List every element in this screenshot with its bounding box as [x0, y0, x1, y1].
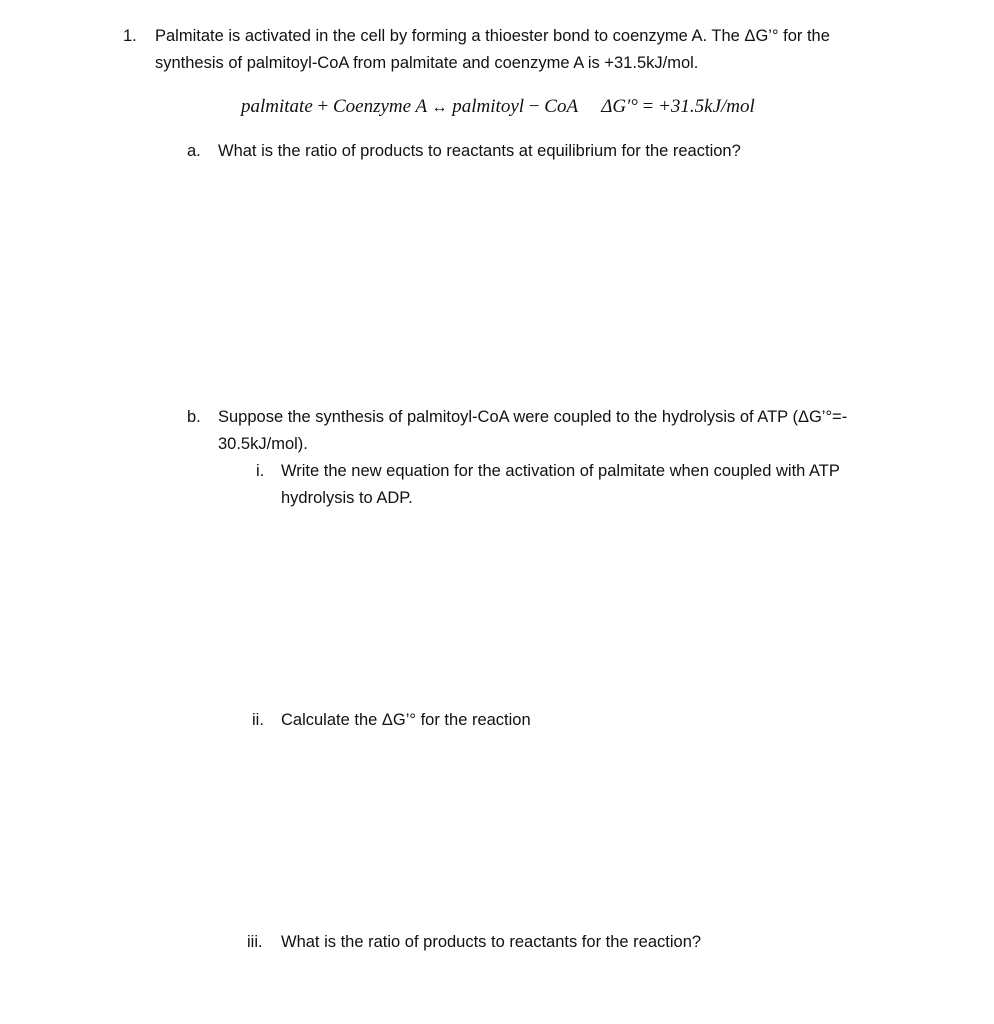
part-a-label: a.	[187, 142, 201, 160]
question-text-line-1: Palmitate is activated in the cell by forming a thioester bond to coenzyme A. The ΔG’° for the	[155, 27, 830, 45]
part-a-text: What is the ratio of products to reactants at equilibrium for the reaction?	[218, 142, 741, 160]
equation-reactant-coenzyme-a: Coenzyme A	[333, 96, 427, 117]
sub-iii-label: iii.	[247, 933, 263, 951]
equation-equals-sign: =	[642, 96, 654, 117]
equation-reactant-palmitate: palmitate	[241, 96, 313, 117]
equilibrium-arrow-icon: ↔	[431, 99, 448, 116]
part-b-text-line-1: Suppose the synthesis of palmitoyl-CoA were coupled to the hydrolysis of ATP (ΔG’°=-	[218, 408, 848, 426]
sub-i-text-line-2: hydrolysis to ADP.	[281, 489, 413, 507]
equation-delta-g-value: +31.5kJ/mol	[658, 96, 755, 117]
part-b-label: b.	[187, 408, 201, 426]
equation-plus-sign: +	[317, 96, 329, 117]
part-b-text-line-2: 30.5kJ/mol).	[218, 435, 308, 453]
equation-product-coa: CoA	[544, 96, 578, 117]
sub-iii-text: What is the ratio of products to reactants for the reaction?	[281, 933, 702, 951]
sub-ii-label: ii.	[252, 711, 264, 729]
equation-dash: −	[528, 96, 540, 117]
sub-ii-text: Calculate the ΔG’° for the reaction	[281, 711, 531, 729]
question-text-line-2: synthesis of palmitoyl-CoA from palmitate and coenzyme A is +31.5kJ/mol.	[155, 54, 699, 72]
equation-delta-g-label: ΔG′°	[601, 96, 638, 117]
equation-product-palmitoyl: palmitoyl	[452, 96, 525, 117]
question-number: 1.	[123, 27, 137, 45]
reaction-equation	[241, 96, 755, 119]
sub-i-text-line-1: Write the new equation for the activation of palmitate when coupled with ATP	[281, 462, 840, 480]
sub-i-label: i.	[256, 462, 265, 480]
